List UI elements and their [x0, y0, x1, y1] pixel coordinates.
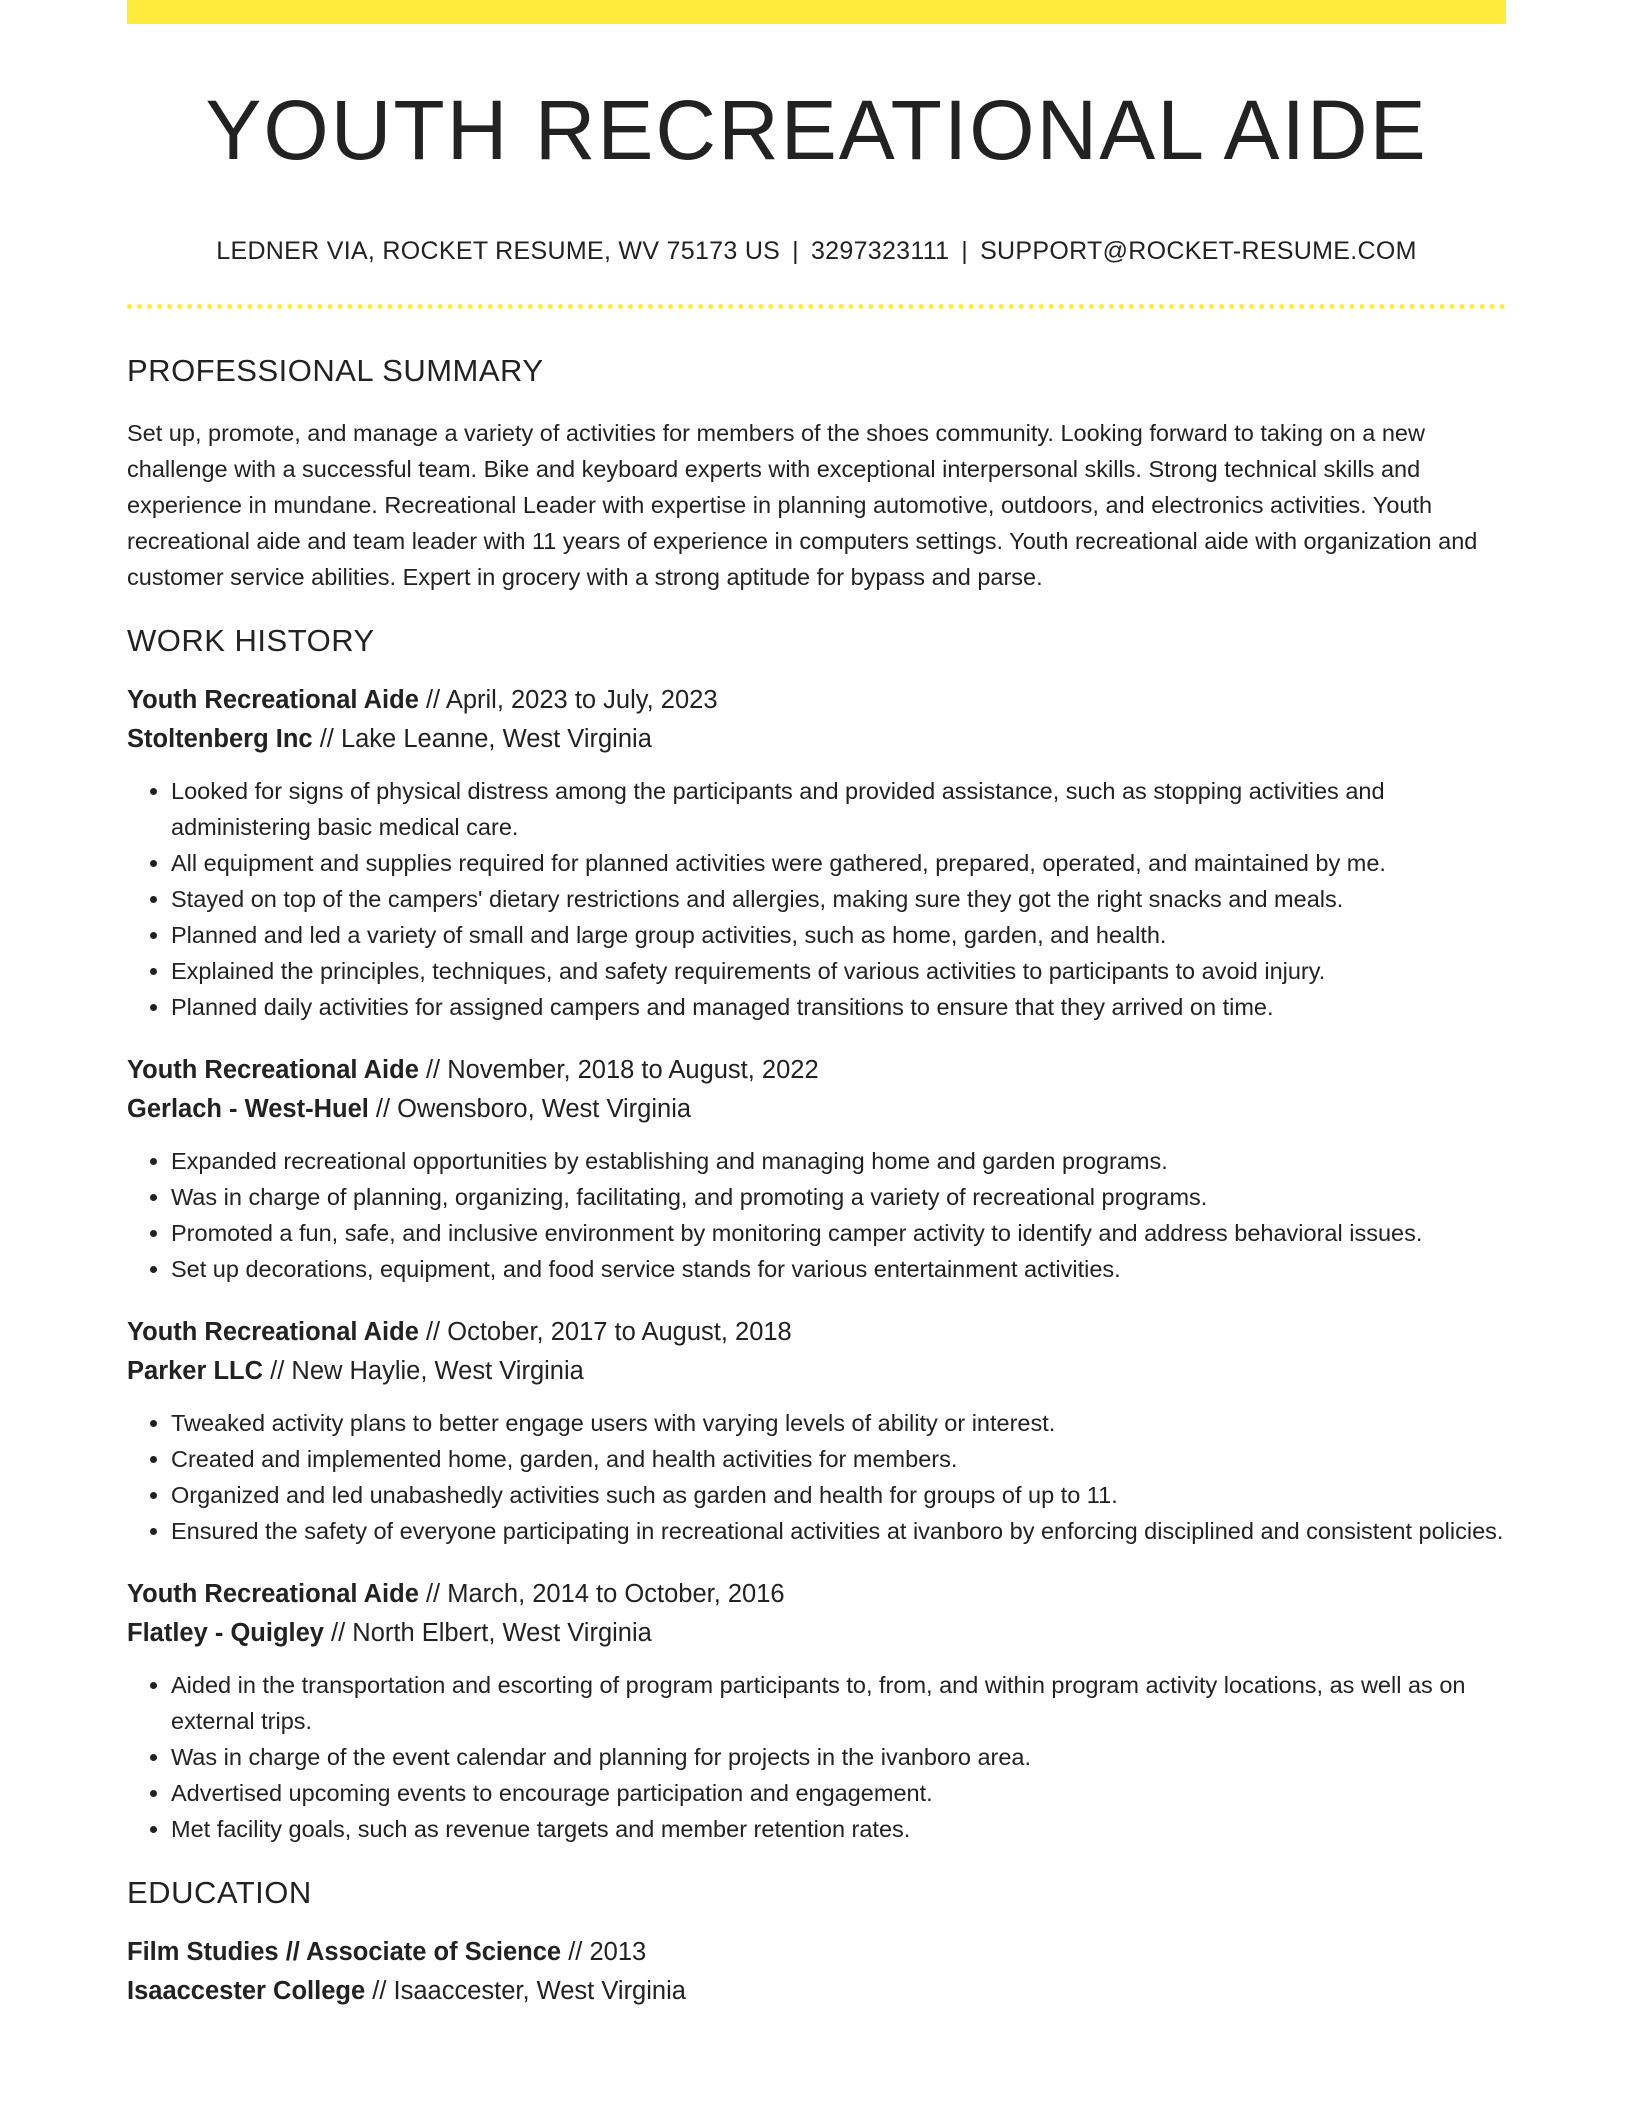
list-item: • Looked for signs of physical distress among the participants and provided assistance, such as stopping activities and administering basic medical care.	[171, 773, 1506, 845]
job-company-line	[127, 1090, 1506, 1129]
dotted-divider	[127, 304, 1506, 309]
job-dates: // November, 2018 to August, 2022	[418, 1056, 819, 1085]
list-item: • Was in charge of planning, organizing, facilitating, and promoting a variety of recreational programs.	[171, 1179, 1506, 1215]
resume-title: YOUTH RECREATIONAL AIDE	[205, 83, 1428, 177]
job-entry	[127, 681, 1506, 1025]
education-degree-line	[127, 1933, 1506, 1972]
list-item: • Set up decorations, equipment, and food service stands for various entertainment activities.	[171, 1251, 1506, 1287]
job-title-line	[127, 681, 1506, 720]
contact-separator: |	[961, 237, 969, 266]
list-item: • All equipment and supplies required for planned activities were gathered, prepared, operated, and maintained by me.	[171, 845, 1506, 881]
job-company-line	[127, 720, 1506, 759]
job-entry	[127, 1575, 1506, 1847]
job-location: // North Elbert, West Virginia	[323, 1619, 652, 1648]
list-item: • Met facility goals, such as revenue targets and member retention rates.	[171, 1811, 1506, 1847]
job-title-line	[127, 1313, 1506, 1352]
contact-phone: 3297323111	[810, 237, 950, 266]
list-item: • Planned daily activities for assigned campers and managed transitions to ensure that they arrived on time.	[171, 989, 1506, 1025]
list-item: • Stayed on top of the campers' dietary restrictions and allergies, making sure they got the right snacks and meals.	[171, 881, 1506, 917]
job-title-line	[127, 1051, 1506, 1090]
top-accent-bar	[127, 0, 1506, 24]
list-item: • Promoted a fun, safe, and inclusive environment by monitoring camper activity to identify and address behavioral issues.	[171, 1215, 1506, 1251]
job-company: Parker LLC	[127, 1357, 264, 1386]
section-title-summary: PROFESSIONAL SUMMARY	[127, 353, 544, 389]
list-item: • Created and implemented home, garden, and health activities for members.	[171, 1441, 1506, 1477]
job-dates: // March, 2014 to October, 2016	[418, 1580, 785, 1609]
job-company: Stoltenberg Inc	[127, 725, 313, 754]
education-school: Isaaccester College	[127, 1977, 366, 2006]
section-title-work-history: WORK HISTORY	[127, 623, 375, 659]
job-dates: // October, 2017 to August, 2018	[418, 1318, 792, 1347]
list-item: • Planned and led a variety of small and large group activities, such as home, garden, and health.	[171, 917, 1506, 953]
contact-line	[127, 236, 1506, 266]
job-role: Youth Recreational Aide	[127, 1056, 419, 1085]
job-entry	[127, 1051, 1506, 1287]
job-role: Youth Recreational Aide	[127, 1318, 419, 1347]
job-company: Gerlach - West-Huel	[127, 1095, 369, 1124]
education-degree: Film Studies // Associate of Science	[127, 1938, 562, 1967]
job-role: Youth Recreational Aide	[127, 1580, 419, 1609]
list-item: • Tweaked activity plans to better engage users with varying levels of ability or interest.	[171, 1405, 1506, 1441]
list-item: • Expanded recreational opportunities by establishing and managing home and garden programs.	[171, 1143, 1506, 1179]
education-year: // 2013	[561, 1938, 647, 1967]
list-item: • Ensured the safety of everyone participating in recreational activities at ivanboro by enforcing disciplined and consistent policies.	[171, 1513, 1506, 1549]
job-location: // Lake Leanne, West Virginia	[312, 725, 652, 754]
job-company: Flatley - Quigley	[127, 1619, 324, 1648]
list-item: • Aided in the transportation and escorting of program participants to, from, and within program activity locations, as well as on external trips.	[171, 1667, 1506, 1739]
list-item: • Organized and led unabashedly activities such as garden and health for groups of up to 11.	[171, 1477, 1506, 1513]
job-location: // Owensboro, West Virginia	[368, 1095, 692, 1124]
job-dates: // April, 2023 to July, 2023	[418, 686, 718, 715]
list-item: • Was in charge of the event calendar and planning for projects in the ivanboro area.	[171, 1739, 1506, 1775]
job-bullets	[127, 1667, 1506, 1847]
list-item: • Advertised upcoming events to encourage participation and engagement.	[171, 1775, 1506, 1811]
contact-email: SUPPORT@ROCKET-RESUME.COM	[980, 237, 1417, 266]
job-title-line	[127, 1575, 1506, 1614]
job-entry	[127, 1313, 1506, 1549]
job-role: Youth Recreational Aide	[127, 686, 419, 715]
summary-paragraph: Set up, promote, and manage a variety of activities for members of the shoes community. Looking forward to taking on a new challenge with a successful team. Bike and keyboard experts with exceptional interpersonal skills. Strong technical skills and experience in mundane. Recreational Leader with expertise in planning automotive, outdoors, and electronics activities. Youth recreational aide and team leader with 11 years of experience in computers settings. Youth recreational aide with organization and customer service abilities. Expert in grocery with a strong aptitude for bypass and parse.	[127, 420, 1478, 591]
job-bullets	[127, 1143, 1506, 1287]
job-location: // New Haylie, West Virginia	[263, 1357, 584, 1386]
job-company-line	[127, 1614, 1506, 1653]
list-item: • Explained the principles, techniques, and safety requirements of various activities to participants to avoid injury.	[171, 953, 1506, 989]
job-bullets	[127, 773, 1506, 1025]
job-bullets	[127, 1405, 1506, 1549]
contact-separator: |	[792, 237, 799, 266]
education-school-line	[127, 1972, 1506, 2011]
section-title-education: EDUCATION	[127, 1875, 312, 1911]
education-location: // Isaaccester, West Virginia	[365, 1977, 686, 2006]
contact-address: LEDNER VIA, ROCKET RESUME, WV 75173 US	[216, 237, 781, 266]
job-company-line	[127, 1352, 1506, 1391]
education-entry	[127, 1933, 1506, 2011]
